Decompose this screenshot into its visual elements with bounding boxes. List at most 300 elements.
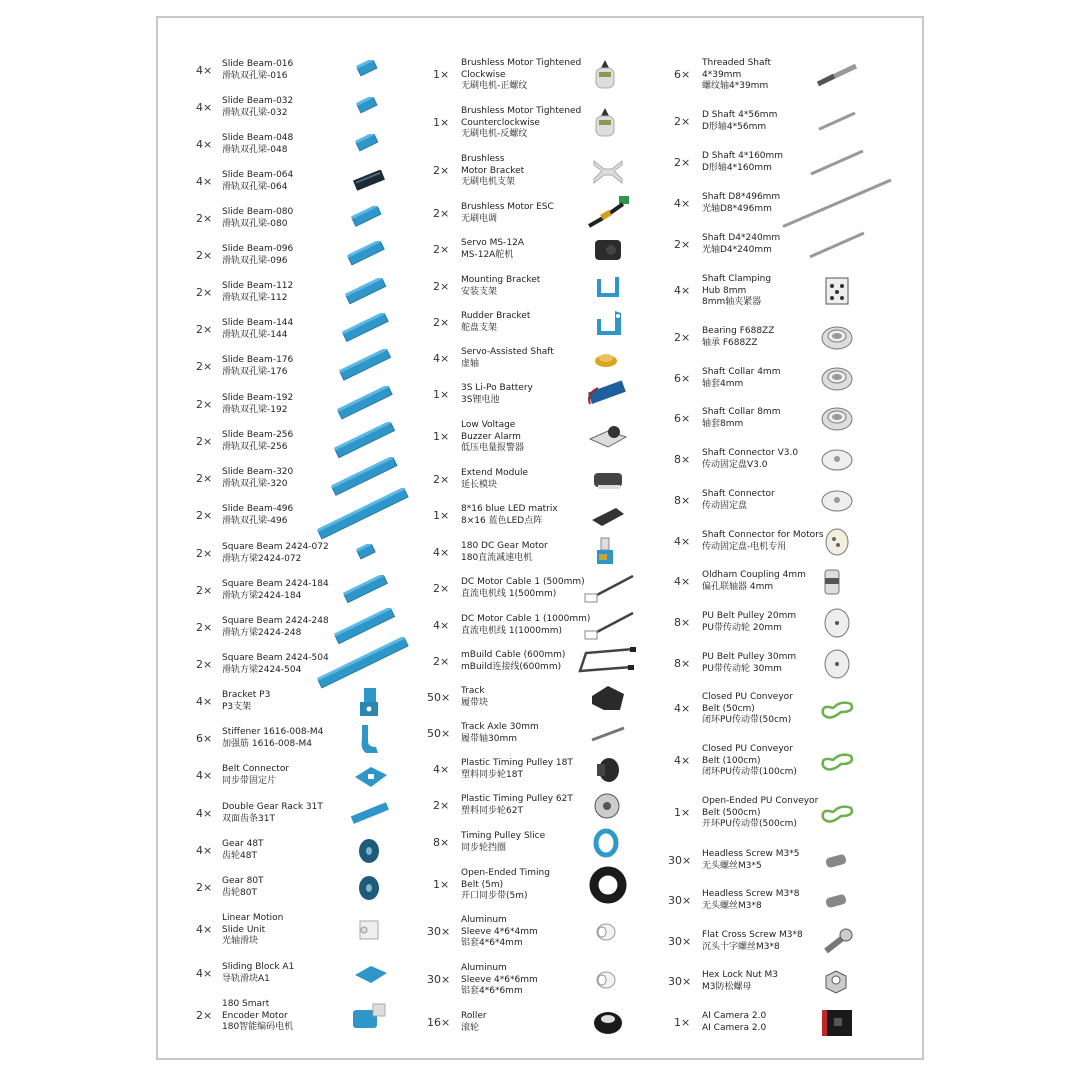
part-name xyxy=(461,650,565,673)
part-name-chinese: 加强筋 1616-008-M4 xyxy=(222,738,312,749)
gear-rack-icon xyxy=(351,802,391,830)
part-quantity: 4× xyxy=(196,100,213,114)
part-name-chinese: 同步带固定片 xyxy=(222,775,277,786)
cross-screw-icon xyxy=(820,927,854,961)
part-name-chinese: 导轨滑块A1 xyxy=(222,973,270,984)
part-quantity: 2× xyxy=(433,242,450,256)
part-name xyxy=(702,489,775,512)
part-quantity: 2× xyxy=(196,359,213,373)
part-name-chinese: 开环PU传动带(500cm) xyxy=(702,819,797,829)
esc-icon xyxy=(583,194,633,238)
brushless-motor-icon xyxy=(593,106,617,144)
mounting-bracket-icon xyxy=(593,273,623,305)
part-name-english: Hex Lock Nut M3 xyxy=(702,970,779,980)
part-name-chinese: 偏孔联轴器 4mm xyxy=(702,581,774,592)
part-quantity: 2× xyxy=(196,583,213,597)
part-name xyxy=(222,393,293,416)
part-name-chinese: 无刷电机支架 xyxy=(461,177,516,187)
part-name-chinese: 轴承 F688ZZ xyxy=(702,337,758,348)
ai-camera-icon xyxy=(820,1008,854,1042)
part-quantity: 4× xyxy=(196,923,213,937)
part-name-english: Track xyxy=(461,686,485,696)
part-name-english: Shaft Connector xyxy=(702,489,775,499)
part-name-english: Slide Unit xyxy=(222,924,266,935)
part-name xyxy=(461,577,585,600)
part-name-english: Brushless xyxy=(461,154,505,164)
part-name xyxy=(222,207,293,230)
shaft-collar-icon xyxy=(820,366,854,396)
part-name-english: Slide Beam-320 xyxy=(222,467,294,477)
part-name-chinese: 开口同步带(5m) xyxy=(461,891,528,901)
part-name xyxy=(222,355,293,378)
part-quantity: 8× xyxy=(674,452,691,466)
part-name xyxy=(461,154,524,189)
part-name xyxy=(702,407,780,430)
slide-beam-icon xyxy=(339,349,403,388)
slide-beam-icon xyxy=(345,278,397,312)
part-name-english: Servo-Assisted Shaft xyxy=(461,347,554,357)
part-name-english: Headless Screw M3*5 xyxy=(702,849,800,859)
part-name-english: 180 DC Gear Motor xyxy=(461,541,548,551)
part-name xyxy=(702,930,803,953)
square-beam-icon xyxy=(343,575,399,611)
shaft-icon xyxy=(806,229,868,265)
slide-beam-icon xyxy=(355,134,387,159)
part-quantity: 2× xyxy=(196,546,213,560)
part-name-english: Clockwise xyxy=(461,69,506,80)
coupling-icon xyxy=(822,567,842,601)
part-name-english: Gear 80T xyxy=(222,876,264,886)
part-name xyxy=(461,963,538,998)
part-quantity: 4× xyxy=(196,843,213,857)
part-name xyxy=(702,889,799,912)
part-name-english: Slide Beam-080 xyxy=(222,207,294,217)
part-name xyxy=(702,233,780,256)
part-quantity: 1× xyxy=(433,508,450,522)
part-name-english: Headless Screw M3*8 xyxy=(702,889,800,899)
part-name-english: Counterclockwise xyxy=(461,117,540,128)
part-name-chinese: 滑轨双孔梁-320 xyxy=(222,478,288,489)
part-name xyxy=(702,192,780,215)
headless-screw-icon xyxy=(822,890,850,916)
part-name xyxy=(702,611,796,634)
belt-pulley-icon xyxy=(822,607,852,643)
part-name-english: AI Camera 2.0 xyxy=(702,1022,767,1033)
part-name-english: 3S Li-Po Battery xyxy=(461,383,533,393)
part-name-chinese: 铝套4*6*6mm xyxy=(461,986,523,996)
pulley-slice-icon xyxy=(593,828,619,862)
hex-nut-icon xyxy=(822,968,850,1000)
part-name-chinese: 滑轨方梁2424-248 xyxy=(222,627,302,638)
part-name xyxy=(222,467,293,490)
part-name-chinese: 180直流减速电机 xyxy=(461,552,533,563)
motor-bracket-icon xyxy=(590,157,626,189)
part-name-english: Belt (5m) xyxy=(461,879,504,890)
conveyor-belt-icon xyxy=(817,798,857,832)
part-name xyxy=(702,692,793,727)
part-name-english: Sleeve 4*6*6mm xyxy=(461,974,538,985)
slide-beam-icon xyxy=(342,313,400,350)
part-quantity: 30× xyxy=(668,893,692,907)
bracket-icon xyxy=(356,686,382,722)
part-name-english: Flat Cross Screw M3*8 xyxy=(702,930,803,940)
part-name-english: Sleeve 4*6*4mm xyxy=(461,926,538,937)
part-quantity: 6× xyxy=(674,411,691,425)
part-name xyxy=(222,504,293,527)
part-name-english: Square Beam 2424-248 xyxy=(222,616,329,626)
part-quantity: 2× xyxy=(196,880,213,894)
part-name-chinese: 延长模块 xyxy=(461,479,498,490)
part-name-chinese: 滑轨双孔梁-192 xyxy=(222,404,288,415)
part-name-english: Mounting Bracket xyxy=(461,275,541,285)
part-name xyxy=(222,962,294,985)
part-quantity: 2× xyxy=(196,434,213,448)
part-name-chinese: D形轴4*56mm xyxy=(702,121,767,132)
part-name-english: DC Motor Cable 1 (500mm) xyxy=(461,577,585,587)
extend-module-icon xyxy=(590,467,626,497)
part-quantity: 4× xyxy=(196,806,213,820)
shaft-connector-icon xyxy=(820,488,854,518)
part-quantity: 4× xyxy=(196,694,213,708)
part-quantity: 2× xyxy=(433,654,450,668)
part-quantity: 2× xyxy=(433,798,450,812)
part-name-english: Brushless Motor ESC xyxy=(461,202,554,212)
part-name-english: 180 Smart xyxy=(222,999,270,1009)
part-name xyxy=(702,970,778,993)
part-name-english: Belt (100cm) xyxy=(702,755,761,766)
cable-icon xyxy=(581,609,635,647)
part-name-english: Slide Beam-256 xyxy=(222,430,294,440)
part-quantity: 4× xyxy=(196,966,213,980)
part-quantity: 2× xyxy=(196,397,213,411)
part-name-chinese: MS-12A舵机 xyxy=(461,249,514,260)
part-name-english: Shaft Clamping xyxy=(702,274,772,284)
buzzer-icon xyxy=(588,423,628,455)
part-name-english: Roller xyxy=(461,1011,487,1021)
part-name-english: PU Belt Pulley 20mm xyxy=(702,611,797,621)
part-name-chinese: 滑轨双孔梁-496 xyxy=(222,515,288,526)
part-name-english: Slide Beam-496 xyxy=(222,504,294,514)
part-quantity: 4× xyxy=(674,284,691,298)
sliding-block-icon xyxy=(353,963,389,989)
part-name xyxy=(222,96,293,119)
part-name-chinese: 180智能编码电机 xyxy=(222,1022,294,1032)
part-quantity: 4× xyxy=(433,545,450,559)
part-name-english: Linear Motion xyxy=(222,913,284,923)
part-quantity: 16× xyxy=(427,1015,451,1029)
part-name xyxy=(461,202,554,225)
led-matrix-icon xyxy=(590,504,626,532)
part-name-chinese: 滑轨双孔梁-096 xyxy=(222,255,288,266)
part-name xyxy=(222,133,293,156)
part-name-chinese: 闭环PU传动带(100cm) xyxy=(702,767,797,777)
part-name xyxy=(702,530,824,553)
slide-beam-dark-icon xyxy=(353,170,389,198)
part-name xyxy=(461,275,540,298)
part-name xyxy=(222,244,293,267)
part-quantity: 30× xyxy=(668,934,692,948)
part-name-english: Shaft Collar 4mm xyxy=(702,367,781,377)
part-quantity: 4× xyxy=(196,63,213,77)
slide-beam-icon xyxy=(356,97,386,121)
part-quantity: 4× xyxy=(433,762,450,776)
part-quantity: 2× xyxy=(196,248,213,262)
part-quantity: 4× xyxy=(196,137,213,151)
part-name-english: Hub 8mm xyxy=(702,285,747,296)
part-name-english: Stiffener 1616-008-M4 xyxy=(222,727,324,737)
part-quantity: 4× xyxy=(196,768,213,782)
part-name-chinese: 塑料同步轮62T xyxy=(461,805,523,816)
part-name-chinese: 传动固定盘-电机专用 xyxy=(702,541,787,552)
threaded-shaft-icon xyxy=(812,60,862,94)
sleeve-icon xyxy=(593,921,619,947)
part-quantity: 1× xyxy=(433,116,450,130)
dc-motor-icon xyxy=(593,536,617,574)
part-name-chinese: 螺纹轴4*39mm xyxy=(702,81,769,91)
part-name xyxy=(222,913,283,948)
part-name-english: Square Beam 2424-184 xyxy=(222,579,329,589)
part-quantity: 2× xyxy=(433,206,450,220)
part-name xyxy=(222,318,293,341)
conveyor-belt-icon xyxy=(817,746,857,780)
part-name-chinese: M3防松螺母 xyxy=(702,981,752,992)
part-name-english: Aluminum xyxy=(461,915,507,925)
part-name-chinese: PU带传动轮 20mm xyxy=(702,622,782,633)
part-name xyxy=(222,59,293,82)
part-name-english: Double Gear Rack 31T xyxy=(222,802,323,812)
part-name-chinese: D形轴4*160mm xyxy=(702,162,772,173)
part-name xyxy=(702,652,796,675)
gear-icon xyxy=(356,874,382,906)
conveyor-belt-icon xyxy=(817,694,857,728)
part-quantity: 2× xyxy=(196,471,213,485)
part-name-chinese: 滑轨双孔梁-016 xyxy=(222,70,288,81)
parts-list-sheet xyxy=(156,16,924,1060)
part-name-english: DC Motor Cable 1 (1000mm) xyxy=(461,614,591,624)
part-name-english: Shaft Connector V3.0 xyxy=(702,448,799,458)
slide-beam-icon xyxy=(347,241,395,273)
part-quantity: 4× xyxy=(674,196,691,210)
part-name-english: Closed PU Conveyor xyxy=(702,692,793,702)
part-name xyxy=(461,468,528,491)
part-name xyxy=(702,1011,766,1034)
part-name xyxy=(222,281,293,304)
part-name-english: Plastic Timing Pulley 62T xyxy=(461,794,573,804)
part-name xyxy=(222,430,293,453)
part-quantity: 1× xyxy=(433,68,450,82)
part-name-english: Open-Ended PU Conveyor xyxy=(702,796,819,806)
timing-pulley-62-icon xyxy=(593,791,621,825)
part-name-chinese: 滑轨双孔梁-032 xyxy=(222,107,288,118)
part-name-english: Sliding Block A1 xyxy=(222,962,295,972)
part-name xyxy=(702,570,806,593)
part-name-chinese: 轴套8mm xyxy=(702,418,744,429)
part-quantity: 4× xyxy=(674,702,691,716)
part-name-english: Plastic Timing Pulley 18T xyxy=(461,758,573,768)
part-name xyxy=(222,999,293,1034)
part-name-english: Slide Beam-176 xyxy=(222,355,294,365)
part-quantity: 30× xyxy=(668,853,692,867)
part-quantity: 4× xyxy=(674,534,691,548)
part-name-english: Buzzer Alarm xyxy=(461,431,521,442)
part-name xyxy=(461,347,554,370)
part-quantity: 2× xyxy=(674,114,691,128)
part-name-chinese: 轴套4mm xyxy=(702,378,744,389)
part-name-english: Servo MS-12A xyxy=(461,238,524,248)
part-quantity: 8× xyxy=(433,835,450,849)
part-name xyxy=(222,690,270,713)
part-name-chinese: 闭环PU传动带(50cm) xyxy=(702,715,792,725)
part-name-english: Extend Module xyxy=(461,468,529,478)
part-name-chinese: 履带块 xyxy=(461,697,489,708)
part-quantity: 2× xyxy=(196,285,213,299)
part-name-english: Slide Beam-032 xyxy=(222,96,294,106)
part-name xyxy=(461,1011,487,1034)
part-quantity: 30× xyxy=(427,925,451,939)
part-quantity: 4× xyxy=(674,754,691,768)
slide-beam-icon xyxy=(356,60,386,84)
part-name-chinese: 光轴滑块 xyxy=(222,936,259,946)
part-quantity: 1× xyxy=(433,878,450,892)
part-quantity: 4× xyxy=(196,174,213,188)
part-name-chinese: 齿轮80T xyxy=(222,887,257,898)
part-name-chinese: mBuild连接线(600mm) xyxy=(461,661,562,672)
part-name-english: Slide Beam-112 xyxy=(222,281,294,291)
part-name xyxy=(461,311,530,334)
belt-pulley-icon xyxy=(822,648,852,684)
part-name-english: Slide Beam-048 xyxy=(222,133,294,143)
part-name xyxy=(222,170,293,193)
part-name-english: Belt Connector xyxy=(222,764,290,774)
part-quantity: 2× xyxy=(196,620,213,634)
part-quantity: 4× xyxy=(433,618,450,632)
part-name-english: Track Axle 30mm xyxy=(461,722,539,732)
part-name xyxy=(222,653,329,676)
part-name xyxy=(461,868,550,903)
cable-icon xyxy=(581,572,635,610)
part-name-chinese: 滑轨双孔梁-080 xyxy=(222,218,288,229)
bearing-icon xyxy=(820,325,854,355)
part-name-chinese: 无头螺丝M3*5 xyxy=(702,860,762,871)
part-name-chinese: 滑轨方梁2424-072 xyxy=(222,553,302,564)
track-axle-icon xyxy=(588,724,628,748)
part-name-english: Shaft Collar 8mm xyxy=(702,407,781,417)
mbuild-cable-icon xyxy=(576,645,640,683)
part-name xyxy=(461,58,581,93)
part-name xyxy=(461,758,573,781)
square-beam-icon xyxy=(356,544,384,567)
part-name-chinese: 无刷电调 xyxy=(461,213,498,224)
slide-beam-icon xyxy=(351,206,391,235)
part-quantity: 2× xyxy=(433,472,450,486)
part-quantity: 50× xyxy=(427,726,451,740)
part-name-english: Shaft Connector for Motors xyxy=(702,530,824,540)
part-name xyxy=(461,686,488,709)
part-name xyxy=(222,579,329,602)
part-name-english: D Shaft 4*160mm xyxy=(702,151,784,161)
part-name-chinese: 虚轴 xyxy=(461,358,480,369)
part-name-chinese: PU带传动轮 30mm xyxy=(702,663,782,674)
part-quantity: 6× xyxy=(674,371,691,385)
part-quantity: 4× xyxy=(674,574,691,588)
part-name-chinese: 沉头十字螺丝M3*8 xyxy=(702,941,780,952)
shaft-icon xyxy=(815,109,859,137)
part-name xyxy=(222,542,329,565)
part-quantity: 30× xyxy=(668,974,692,988)
part-quantity: 1× xyxy=(433,387,450,401)
part-name-chinese: 滑轨双孔梁-112 xyxy=(222,292,288,303)
part-name xyxy=(222,876,264,899)
part-quantity: 8× xyxy=(674,615,691,629)
part-name-english: Brushless Motor Tightened xyxy=(461,58,582,68)
part-name xyxy=(702,849,799,872)
part-name xyxy=(702,274,771,309)
part-quantity: 8× xyxy=(674,493,691,507)
part-name-english: Timing Pulley Slice xyxy=(461,831,546,841)
encoder-motor-icon xyxy=(351,1000,391,1036)
part-quantity: 2× xyxy=(196,657,213,671)
part-name-chinese: 滑轨双孔梁-048 xyxy=(222,144,288,155)
part-name-english: Motor Bracket xyxy=(461,165,525,176)
battery-icon xyxy=(584,380,632,414)
part-name-english: Shaft D8*496mm xyxy=(702,192,781,202)
part-name-chinese: 无头螺丝M3*8 xyxy=(702,900,762,911)
part-name xyxy=(461,383,533,406)
part-name-english: Slide Beam-144 xyxy=(222,318,294,328)
timing-belt-icon xyxy=(588,865,628,909)
part-name-english: 4*39mm xyxy=(702,69,742,80)
part-name xyxy=(702,744,797,779)
part-name xyxy=(461,541,548,564)
slide-unit-icon xyxy=(356,917,382,947)
part-name-chinese: 滑轨双孔梁-256 xyxy=(222,441,288,452)
stiffener-icon xyxy=(356,723,382,759)
part-name-chinese: 无刷电机-正螺纹 xyxy=(461,81,528,91)
part-name-chinese: 8×16 蓝色LED点阵 xyxy=(461,515,543,526)
part-quantity: 2× xyxy=(433,279,450,293)
part-name-chinese: 直流电机线 1(500mm) xyxy=(461,588,557,599)
timing-pulley-icon xyxy=(593,754,621,790)
part-quantity: 8× xyxy=(674,656,691,670)
part-name-chinese: 双面齿条31T xyxy=(222,813,275,824)
part-name-english: Rudder Bracket xyxy=(461,311,531,321)
part-name-chinese: 无刷电机-反螺纹 xyxy=(461,129,528,139)
part-name-chinese: 8mm轴夹紧器 xyxy=(702,297,762,307)
part-name-chinese: 光轴D4*240mm xyxy=(702,244,772,255)
part-name-chinese: 3S锂电池 xyxy=(461,394,500,405)
shaft-connector-icon xyxy=(820,447,854,477)
part-name-chinese: 低压电量报警器 xyxy=(461,443,525,453)
headless-screw-icon xyxy=(822,850,850,876)
part-name-chinese: 安装支架 xyxy=(461,286,498,297)
part-name xyxy=(702,58,771,93)
part-name xyxy=(461,722,539,745)
part-name-chinese: 滚轮 xyxy=(461,1022,480,1033)
part-name xyxy=(222,727,323,750)
part-name xyxy=(222,616,329,639)
part-name-chinese: P3支架 xyxy=(222,701,252,712)
part-name-chinese: 塑料同步轮18T xyxy=(461,769,523,780)
part-name-chinese: 滑轨方梁2424-184 xyxy=(222,590,302,601)
part-name xyxy=(461,504,558,527)
part-name-english: mBuild Cable (600mm) xyxy=(461,650,566,660)
part-name-english: Low Voltage xyxy=(461,420,516,430)
part-quantity: 1× xyxy=(674,806,691,820)
part-name-english: D Shaft 4*56mm xyxy=(702,110,778,120)
part-name-chinese: 滑轨方梁2424-504 xyxy=(222,664,302,675)
part-name-chinese: 同步轮挡圈 xyxy=(461,842,507,853)
part-name-chinese: 滑轨双孔梁-176 xyxy=(222,366,288,377)
